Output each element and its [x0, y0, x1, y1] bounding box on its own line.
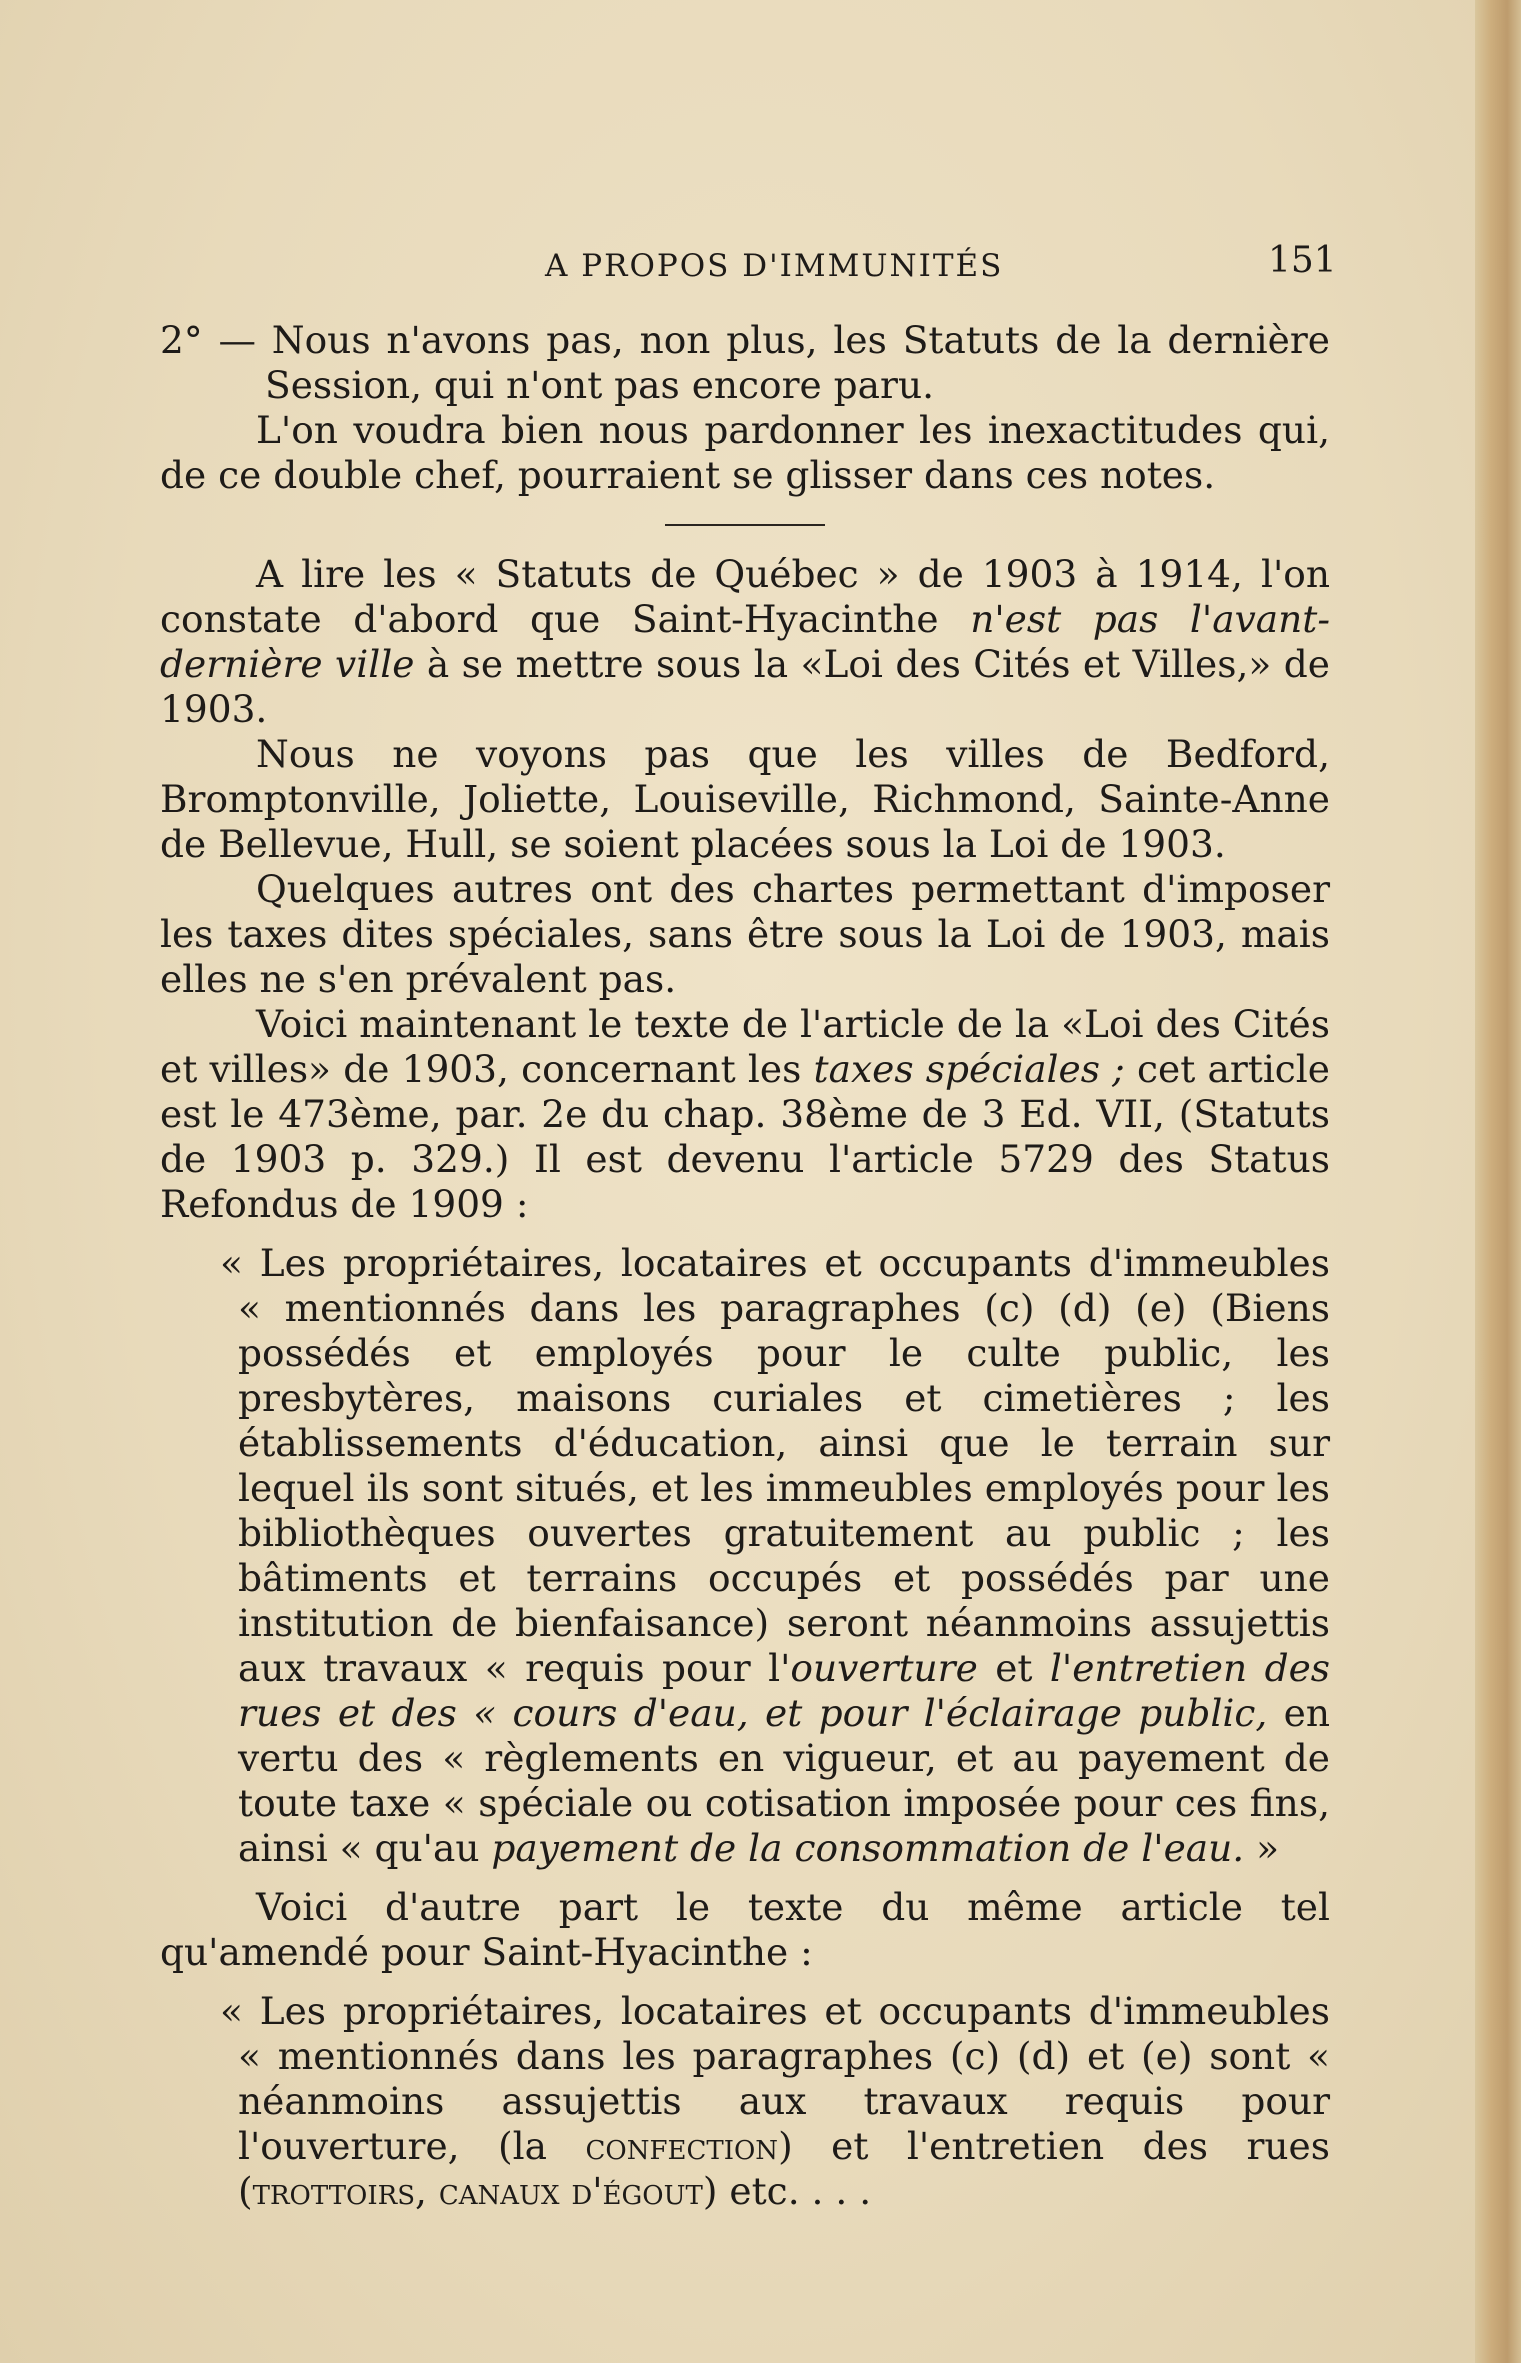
page-number: 151 — [1268, 240, 1337, 281]
quote2-smallcaps-trottoirs: trottoirs, canaux d'égout — [252, 2169, 703, 2213]
quote2-smallcaps-confection: confection — [585, 2124, 779, 2168]
paragraph-article-text-b: cet article est le 473ème, par. 2e du chap. 38ème de 3 Ed. VII, (Statuts de 1903 p. 329.) Il est devenu l'article 5729 des Status Refondus de 1909 : — [160, 1047, 1330, 1226]
quote2-text-c: ) etc. . . . — [702, 2169, 872, 2213]
paragraph-article-emphasis: taxes spéciales ; — [813, 1047, 1125, 1091]
quote1-text-c: en vertu des « règlements en vigueur, et au payement de toute taxe « spéciale ou cotisation imposée pour ces fins, ainsi « qu'au — [238, 1691, 1331, 1870]
page-body — [160, 318, 1330, 2214]
paragraph-amende: Voici d'autre part le texte du même article tel qu'amendé pour Saint-Hyacinthe : — [160, 1885, 1330, 1974]
quote1-text-a: « Les propriétaires, locataires et occupants d'immeubles « mentionnés dans les paragraphes (c) (d) (e) (Biens possédés et employés pour le culte public, les presbytères, maisons curiales et cimetières ; les établissements d'éducation, ainsi que le terrain sur lequel ils sont situés, et les immeubles employés pour les bibliothèques ouvertes gratuitement au public ; les bâtiments et terrains occupés et possédés par une institution de bienfaisance) seront néanmoins assujettis aux travaux « requis pour l' — [220, 1241, 1330, 1690]
spacer — [160, 1871, 1330, 1885]
paragraph-statuts-text-b: à se mettre sous la «Loi des Cités et Villes,» de 1903. — [160, 642, 1330, 731]
running-title: A PROPOS D'IMMUNITÉS — [545, 248, 1004, 284]
quote1-emphasis-payement: payement de la consommation de l'eau. — [491, 1826, 1245, 1870]
paragraph-statuts-text-a: A lire les « Statuts de Québec » de 1903 à 1914, l'on constate d'abord que Saint-Hyacinthe — [160, 552, 1330, 641]
paragraph-pardon: L'on voudra bien nous pardonner les inexactitudes qui, de ce double chef, pourraient se glisser dans ces notes. — [160, 408, 1330, 497]
paragraph-chartes: Quelques autres ont des chartes permettant d'imposer les taxes dites spéciales, sans être sous la Loi de 1903, mais elles ne s'en prévalent pas. — [160, 867, 1330, 1001]
quote1-emphasis-entretien: l'entretien des rues et des « cours d'eau, et pour l'éclairage public, — [238, 1646, 1331, 1735]
page-edge — [1475, 0, 1521, 2363]
page-header — [150, 240, 1350, 300]
quote1-text-d: » — [1244, 1826, 1280, 1870]
section-divider — [665, 524, 825, 526]
paragraph-article-text-a: Voici maintenant le texte de l'article de la «Loi des Cités et villes» de 1903, concernant les — [160, 1002, 1330, 1091]
quote2-text-b: ) et l'entretien des rues ( — [238, 2124, 1330, 2213]
paragraph-statuts — [160, 552, 1330, 732]
spacer — [160, 1227, 1330, 1241]
paragraph-statuts-emphasis: n'est pas l'avant-dernière ville — [160, 597, 1330, 686]
quote1-emphasis-ouverture: ouverture — [790, 1646, 978, 1690]
paragraph-villes: Nous ne voyons pas que les villes de Bedford, Bromptonville, Joliette, Louiseville, Richmond, Sainte-Anne de Bellevue, Hull, se soient placées sous la Loi de 1903. — [160, 732, 1330, 866]
spacer — [160, 1975, 1330, 1989]
quote-article-amended — [160, 1989, 1330, 2214]
quote-article-1903 — [160, 1241, 1330, 1871]
paragraph-article — [160, 1002, 1330, 1227]
quote1-text-b: et — [977, 1646, 1050, 1690]
quote2-text-a: « Les propriétaires, locataires et occupants d'immeubles « mentionnés dans les paragraphes (c) (d) et (e) sont « néanmoins assujettis aux travaux requis pour l'ouverture, (la — [220, 1989, 1330, 2168]
paragraph-item-2: 2° — Nous n'avons pas, non plus, les Statuts de la dernière Session, qui n'ont pas encore paru. — [160, 318, 1330, 407]
